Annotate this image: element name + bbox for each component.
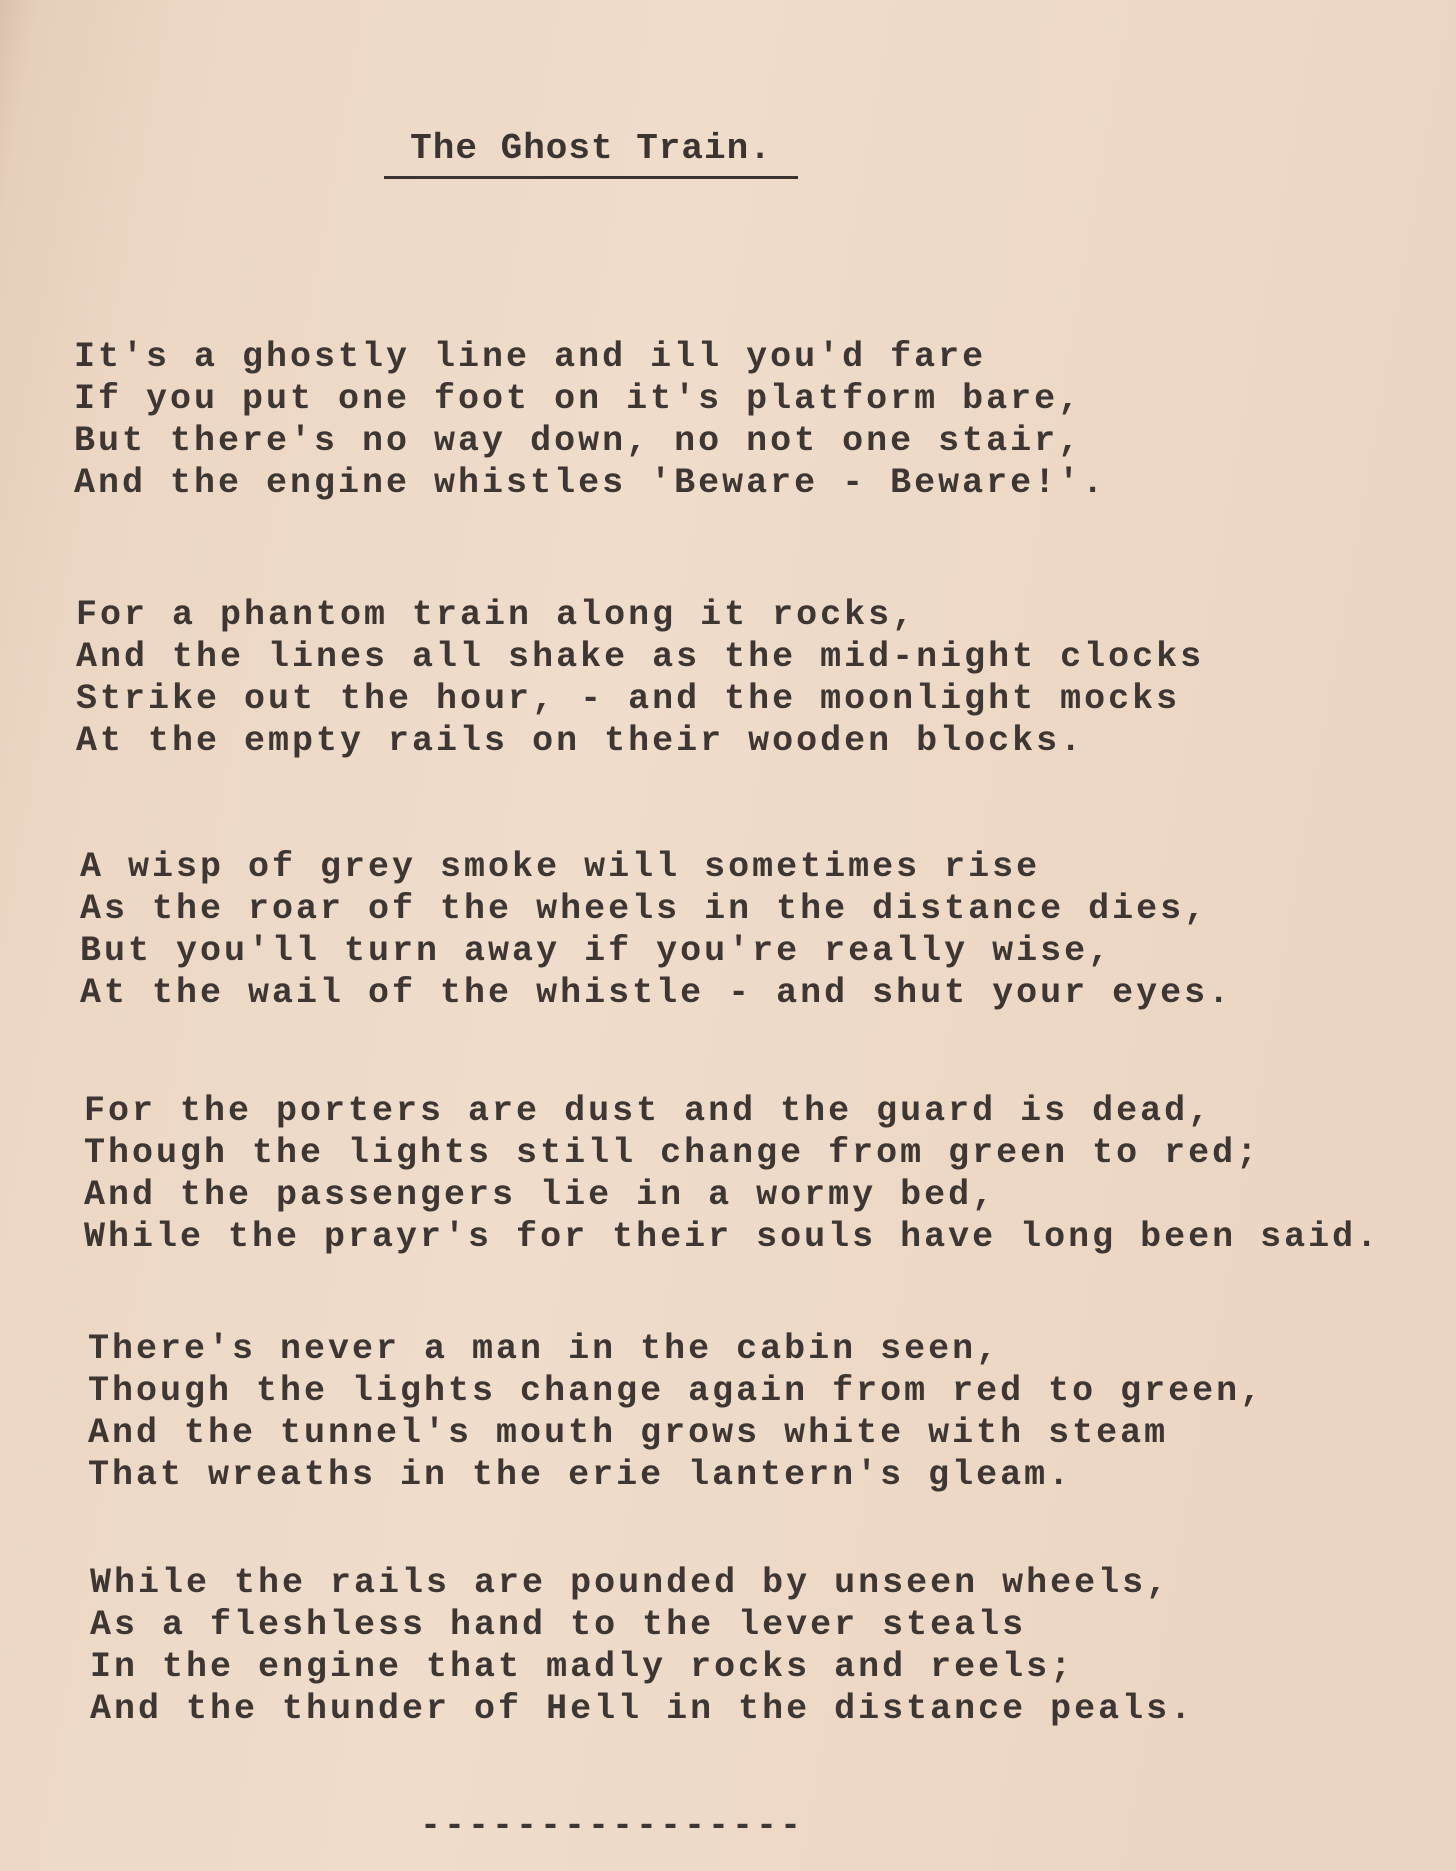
stanza-line: A wisp of grey smoke will sometimes rise [80,847,1041,887]
stanza-line: And the engine whistles 'Beware - Beware!'. [74,463,1107,503]
stanza-1 [74,336,1106,504]
stanza-line: At the wail of the whistle - and shut your eyes. [80,973,1233,1013]
stanza-4 [84,1090,1380,1258]
stanza-line: For a phantom train along it rocks, [76,595,917,635]
stanza-line: And the tunnel's mouth grows white with steam [88,1413,1169,1453]
stanza-line: Though the lights still change from green to red; [84,1133,1261,1173]
end-dash-rule: ---------------- [420,1806,805,1846]
stanza-6 [90,1562,1194,1730]
stanza-line: While the prayr's for their souls have long been said. [84,1217,1381,1257]
stanza-line: But you'll turn away if you're really wise, [80,931,1113,971]
stanza-line: That wreaths in the erie lantern's gleam. [88,1455,1073,1495]
stanza-line: As a fleshless hand to the lever steals [90,1605,1027,1645]
stanza-line: At the empty rails on their wooden blocks. [76,721,1085,761]
stanza-line: In the engine that madly rocks and reels; [90,1647,1075,1687]
stanza-2 [76,594,1204,762]
stanza-line: There's never a man in the cabin seen, [88,1329,1001,1369]
stanza-line: It's a ghostly line and ill you'd fare [74,337,987,377]
stanza-line: As the roar of the wheels in the distance dies, [80,889,1209,929]
stanza-line: While the rails are pounded by unseen wheels, [90,1563,1171,1603]
stanza-line: If you put one foot on it's platform bare, [74,379,1083,419]
poem-title: The Ghost Train. [410,128,772,169]
stanza-line: And the passengers lie in a wormy bed, [84,1175,997,1215]
stanza-line: Though the lights change again from red to green, [88,1371,1265,1411]
stanza-line: And the thunder of Hell in the distance peals. [90,1689,1195,1729]
stanza-line: For the porters are dust and the guard is dead, [84,1091,1213,1131]
stanza-line: And the lines all shake as the mid-night clocks [76,637,1205,677]
stanza-5 [88,1328,1264,1496]
stanza-line: Strike out the hour, - and the moonlight mocks [76,679,1181,719]
stanza-line: But there's no way down, no not one stair, [74,421,1083,461]
stanza-3 [80,846,1232,1014]
title-underline [384,176,798,179]
